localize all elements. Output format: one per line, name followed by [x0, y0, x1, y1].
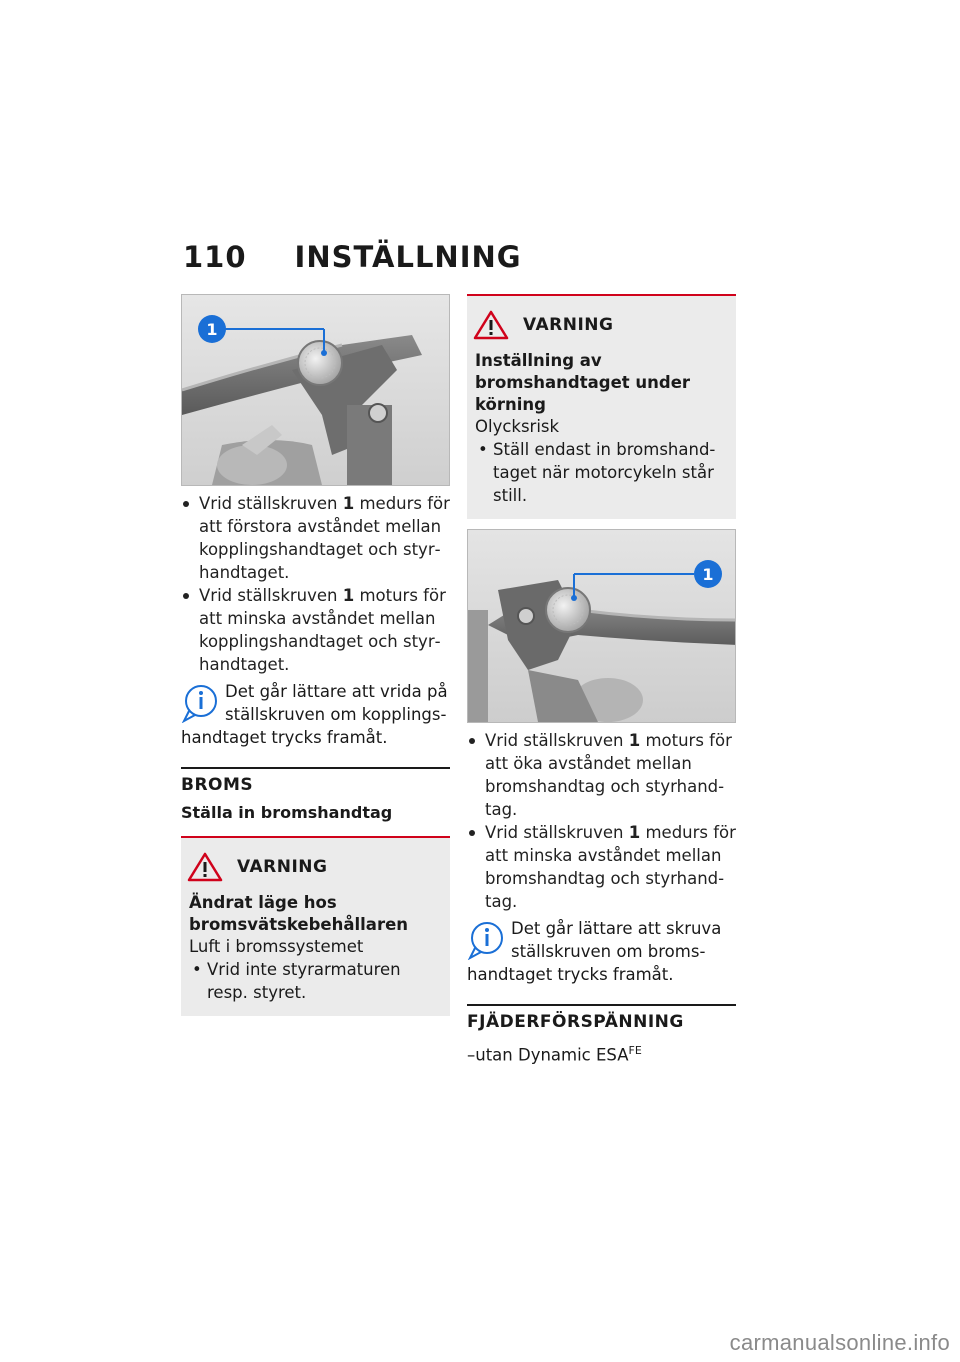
list-item: • Vrid inte styrarmaturen resp. styret. [189, 958, 442, 1004]
info-note: Det går lättare att vrida på ställskruven om kopplingshandtaget trycks framåt. [181, 682, 448, 747]
list-item: Vrid ställskruven 1 medurs för att minska avståndet mellan bromshandtag och styrhandtag. [467, 821, 736, 913]
variant-note: –utan Dynamic $ESA^{FE}$ [467, 1044, 642, 1065]
variant-superscript: FE [628, 1044, 642, 1057]
chapter-title: INSTÄLLNING [294, 240, 522, 274]
brake-lever-illustration [468, 530, 736, 722]
subsection-title: Ställa in bromshandtag [181, 803, 393, 822]
warning-title: Ändrat läge hos bromsvätskebehållaren [189, 893, 409, 934]
brake-adjust-list [467, 729, 736, 913]
warning-list [475, 438, 728, 507]
clutch-lever-illustration [182, 295, 449, 485]
warning-list [189, 958, 442, 1004]
section-title-broms: BROMS [181, 775, 254, 795]
warning-box [467, 294, 736, 519]
brake-lever-figure [467, 529, 736, 723]
warning-label: VARNING [237, 857, 328, 877]
list-item: Vrid ställskruven 1 moturs för att minska avståndet mellan kopplingshandtaget och styrhandtaget. [181, 584, 450, 676]
warning-text: Luft i bromssystemet [189, 937, 364, 956]
list-item: Vrid ställskruven 1 medurs för att förstora avståndet mellan kopplingshandtaget och styrhandtaget. [181, 492, 450, 584]
warning-text: Olycksrisk [475, 417, 560, 436]
warning-title: Inställning av bromshandtaget under körning [475, 351, 691, 414]
clutch-lever-figure [181, 294, 450, 486]
info-note: Det går lättare att skruva ställskruven om bromshandtaget trycks framåt. [467, 919, 722, 984]
left-column [181, 294, 450, 1016]
page-number: 110 [183, 240, 247, 274]
section-divider [181, 767, 450, 769]
list-item: • Ställ endast in bromshandtaget när motorcykeln står still. [475, 438, 728, 507]
page-header [183, 240, 522, 274]
info-icon [181, 683, 217, 723]
list-item: Vrid ställskruven 1 moturs för att öka avståndet mellan bromshandtag och styrhandtag. [467, 729, 736, 821]
section-divider [467, 1004, 736, 1006]
figure-callout-label: 1 [702, 565, 714, 584]
section-title-fjaderforspanning: FJÄDERFÖRSPÄNNING [467, 1012, 684, 1032]
warning-box [181, 836, 450, 1016]
clutch-adjust-list [181, 492, 450, 676]
warning-triangle-icon [473, 310, 509, 340]
info-icon [467, 920, 503, 960]
warning-triangle-icon [187, 852, 223, 882]
figure-callout-label: 1 [206, 320, 218, 339]
watermark-text: carmanualsonline.info [729, 1330, 950, 1355]
warning-label: VARNING [523, 315, 614, 335]
right-column [467, 294, 736, 1065]
